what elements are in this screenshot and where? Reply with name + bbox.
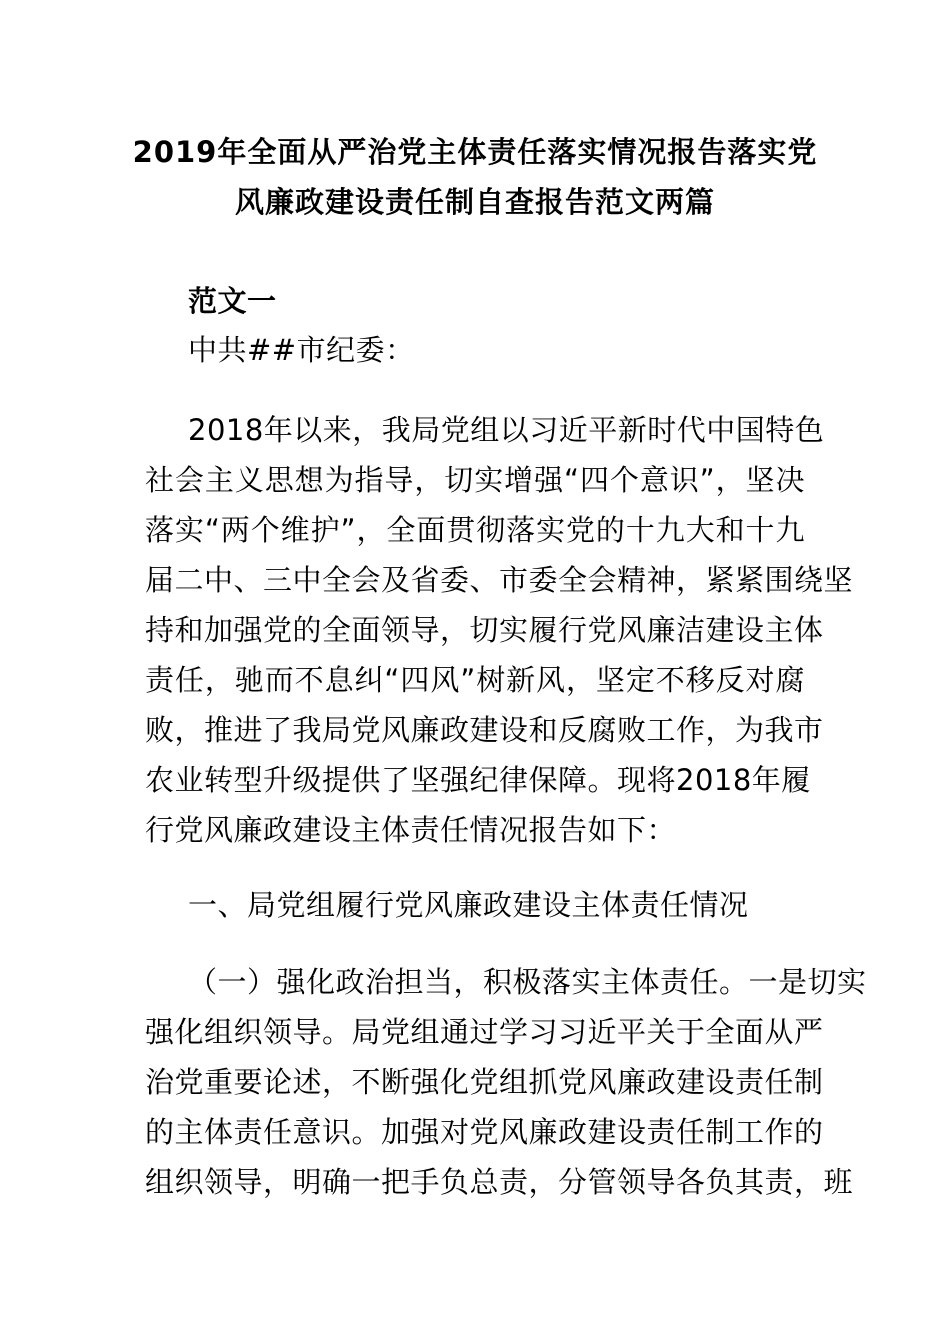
paragraph-line: 农业转型升级提供了坚强纪律保障。现将2018年履 [145,763,811,797]
paragraph-line: 行党风廉政建设主体责任情况报告如下： [145,813,677,847]
paragraph-line: （一）强化政治担当，积极落实主体责任。一是切实 [188,965,867,999]
paragraph-line: 责任，驰而不息纠“四风”树新风，坚定不移反对腐 [145,663,805,697]
paragraph-line: 社会主义思想为指导，切实增强“四个意识”，坚决 [145,463,805,497]
section-label: 范文一 [188,284,277,318]
paragraph-line: 组织领导，明确一把手负总责，分管领导各负其责，班 [145,1165,854,1199]
paragraph-line: 持和加强党的全面领导，切实履行党风廉洁建设主体 [145,613,824,647]
paragraph-line: 届二中、三中全会及省委、市委全会精神，紧紧围绕坚 [145,563,854,597]
paragraph-line: 2018年以来，我局党组以习近平新时代中国特色 [188,413,825,447]
section-heading: 一、局党组履行党风廉政建设主体责任情况 [188,888,749,922]
paragraph-line: 落实“两个维护”，全面贯彻落实党的十九大和十九 [145,513,805,547]
document-title-line-2: 风廉政建设责任制自查报告范文两篇 [234,185,715,219]
paragraph-line: 败，推进了我局党风廉政建设和反腐败工作，为我市 [145,713,824,747]
document-title-line-1: 2019年全面从严治党主体责任落实情况报告落实党 [132,135,818,169]
paragraph-line: 的主体责任意识。加强对党风廉政建设责任制工作的 [145,1115,824,1149]
paragraph-line: 强化组织领导。局党组通过学习习近平关于全面从严 [145,1015,824,1049]
paragraph-line: 治党重要论述，不断强化党组抓党风廉政建设责任制 [145,1065,824,1099]
addressee: 中共##市纪委： [188,333,415,367]
